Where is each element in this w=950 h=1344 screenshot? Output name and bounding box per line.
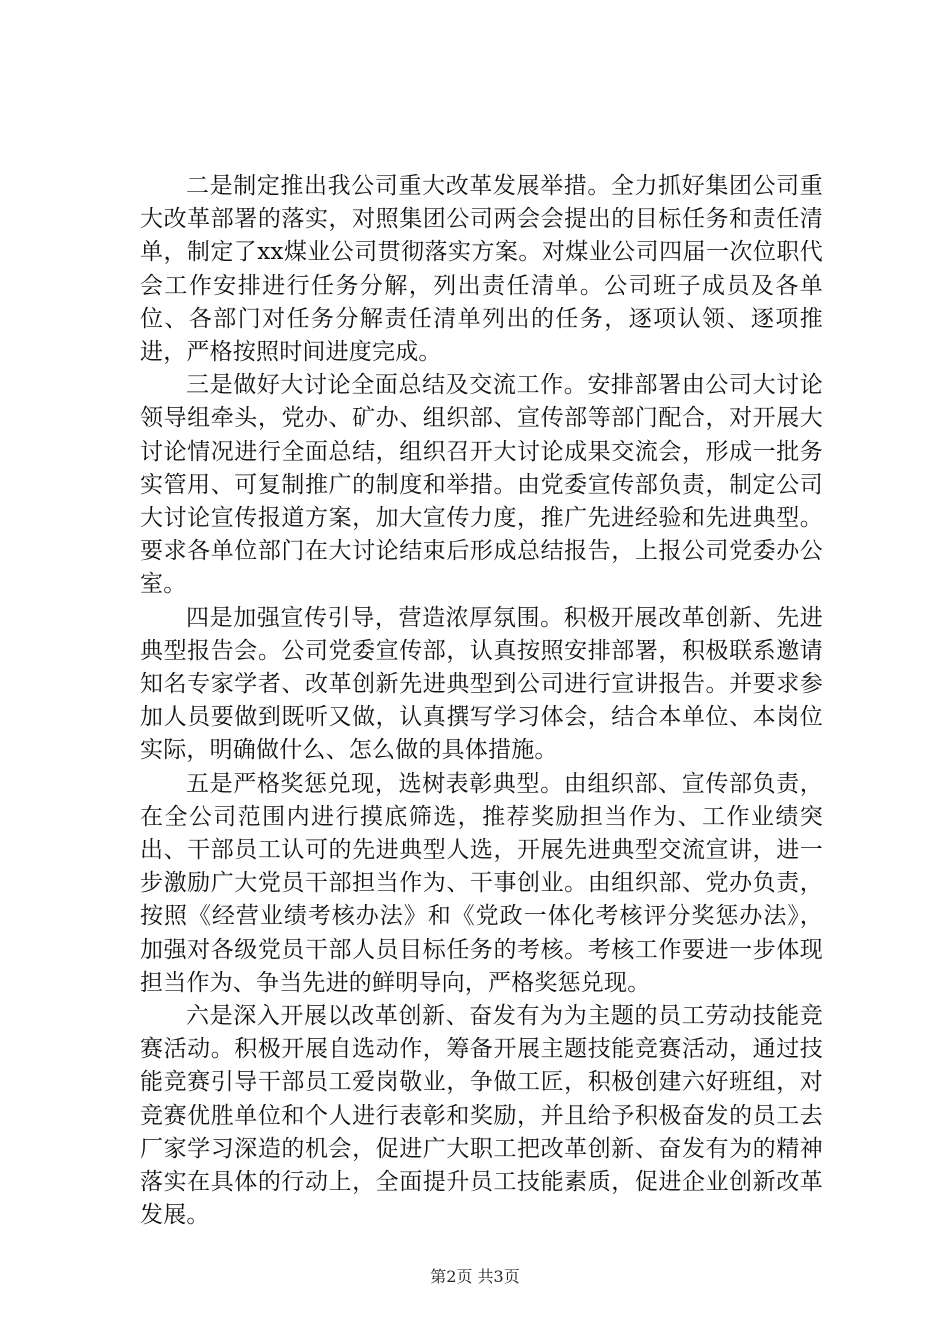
- page-number-footer: 第2页 共3页: [430, 1267, 520, 1286]
- paragraph-measure-4: 四是加强宣传引导，营造浓厚氛围。积极开展改革创新、先进典型报告会。公司党委宣传部，认真按照安排部署，积极联系邀请知名专家学者、改革创新先进典型到公司进行宣讲报告。并要求参加人员要做到既听又做，认真撰写学习体会，结合本单位、本岗位实际，明确做什么、怎么做的具体措施。: [140, 604, 823, 764]
- paragraph-measure-2: 二是制定推出我公司重大改革发展举措。全力抓好集团公司重大改革部署的落实，对照集团公司两会会提出的目标任务和责任清单，制定了xx煤业公司贯彻落实方案。对煤业公司四届一次位职代会工作安排进行任务分解，列出责任清单。公司班子成员及各单位、各部门对任务分解责任清单列出的任务，逐项认领、逐项推进，严格按照时间进度完成。: [140, 173, 823, 366]
- paragraph-measure-5: 五是严格奖惩兑现，选树表彰典型。由组织部、宣传部负责，在全公司范围内进行摸底筛选，推荐奖励担当作为、工作业绩突出、干部员工认可的先进典型人选，开展先进典型交流宣讲，进一步激励广大党员干部担当作为、干事创业。由组织部、党办负责，按照《经营业绩考核办法》和《党政一体化考核评分奖惩办法》，加强对各级党员干部人员目标任务的考核。考核工作要进一步体现担当作为、争当先进的鲜明导向，严格奖惩兑现。: [140, 770, 823, 996]
- document-body: [140, 170, 823, 1233]
- paragraph-measure-3: 三是做好大讨论全面总结及交流工作。安排部署由公司大讨论领导组牵头，党办、矿办、组织部、宣传部等部门配合，对开展大讨论情况进行全面总结，组织召开大讨论成果交流会，形成一批务实管用、可复制推广的制度和举措。由党委宣传部负责，制定公司大讨论宣传报道方案，加大宣传力度，推广先进经验和先进典型。要求各单位部门在大讨论结束后形成总结报告，上报公司党委办公室。: [140, 372, 823, 598]
- paragraph-measure-6: 六是深入开展以改革创新、奋发有为为主题的员工劳动技能竞赛活动。积极开展自选动作，筹备开展主题技能竞赛活动，通过技能竞赛引导干部员工爱岗敬业，争做工匠，积极创建六好班组，对竞赛优胜单位和个人进行表彰和奖励，并且给予积极奋发的员工去厂家学习深造的机会，促进广大职工把改革创新、奋发有为的精神落实在具体的行动上，全面提升员工技能素质，促进企业创新改革发展。: [140, 1003, 823, 1229]
